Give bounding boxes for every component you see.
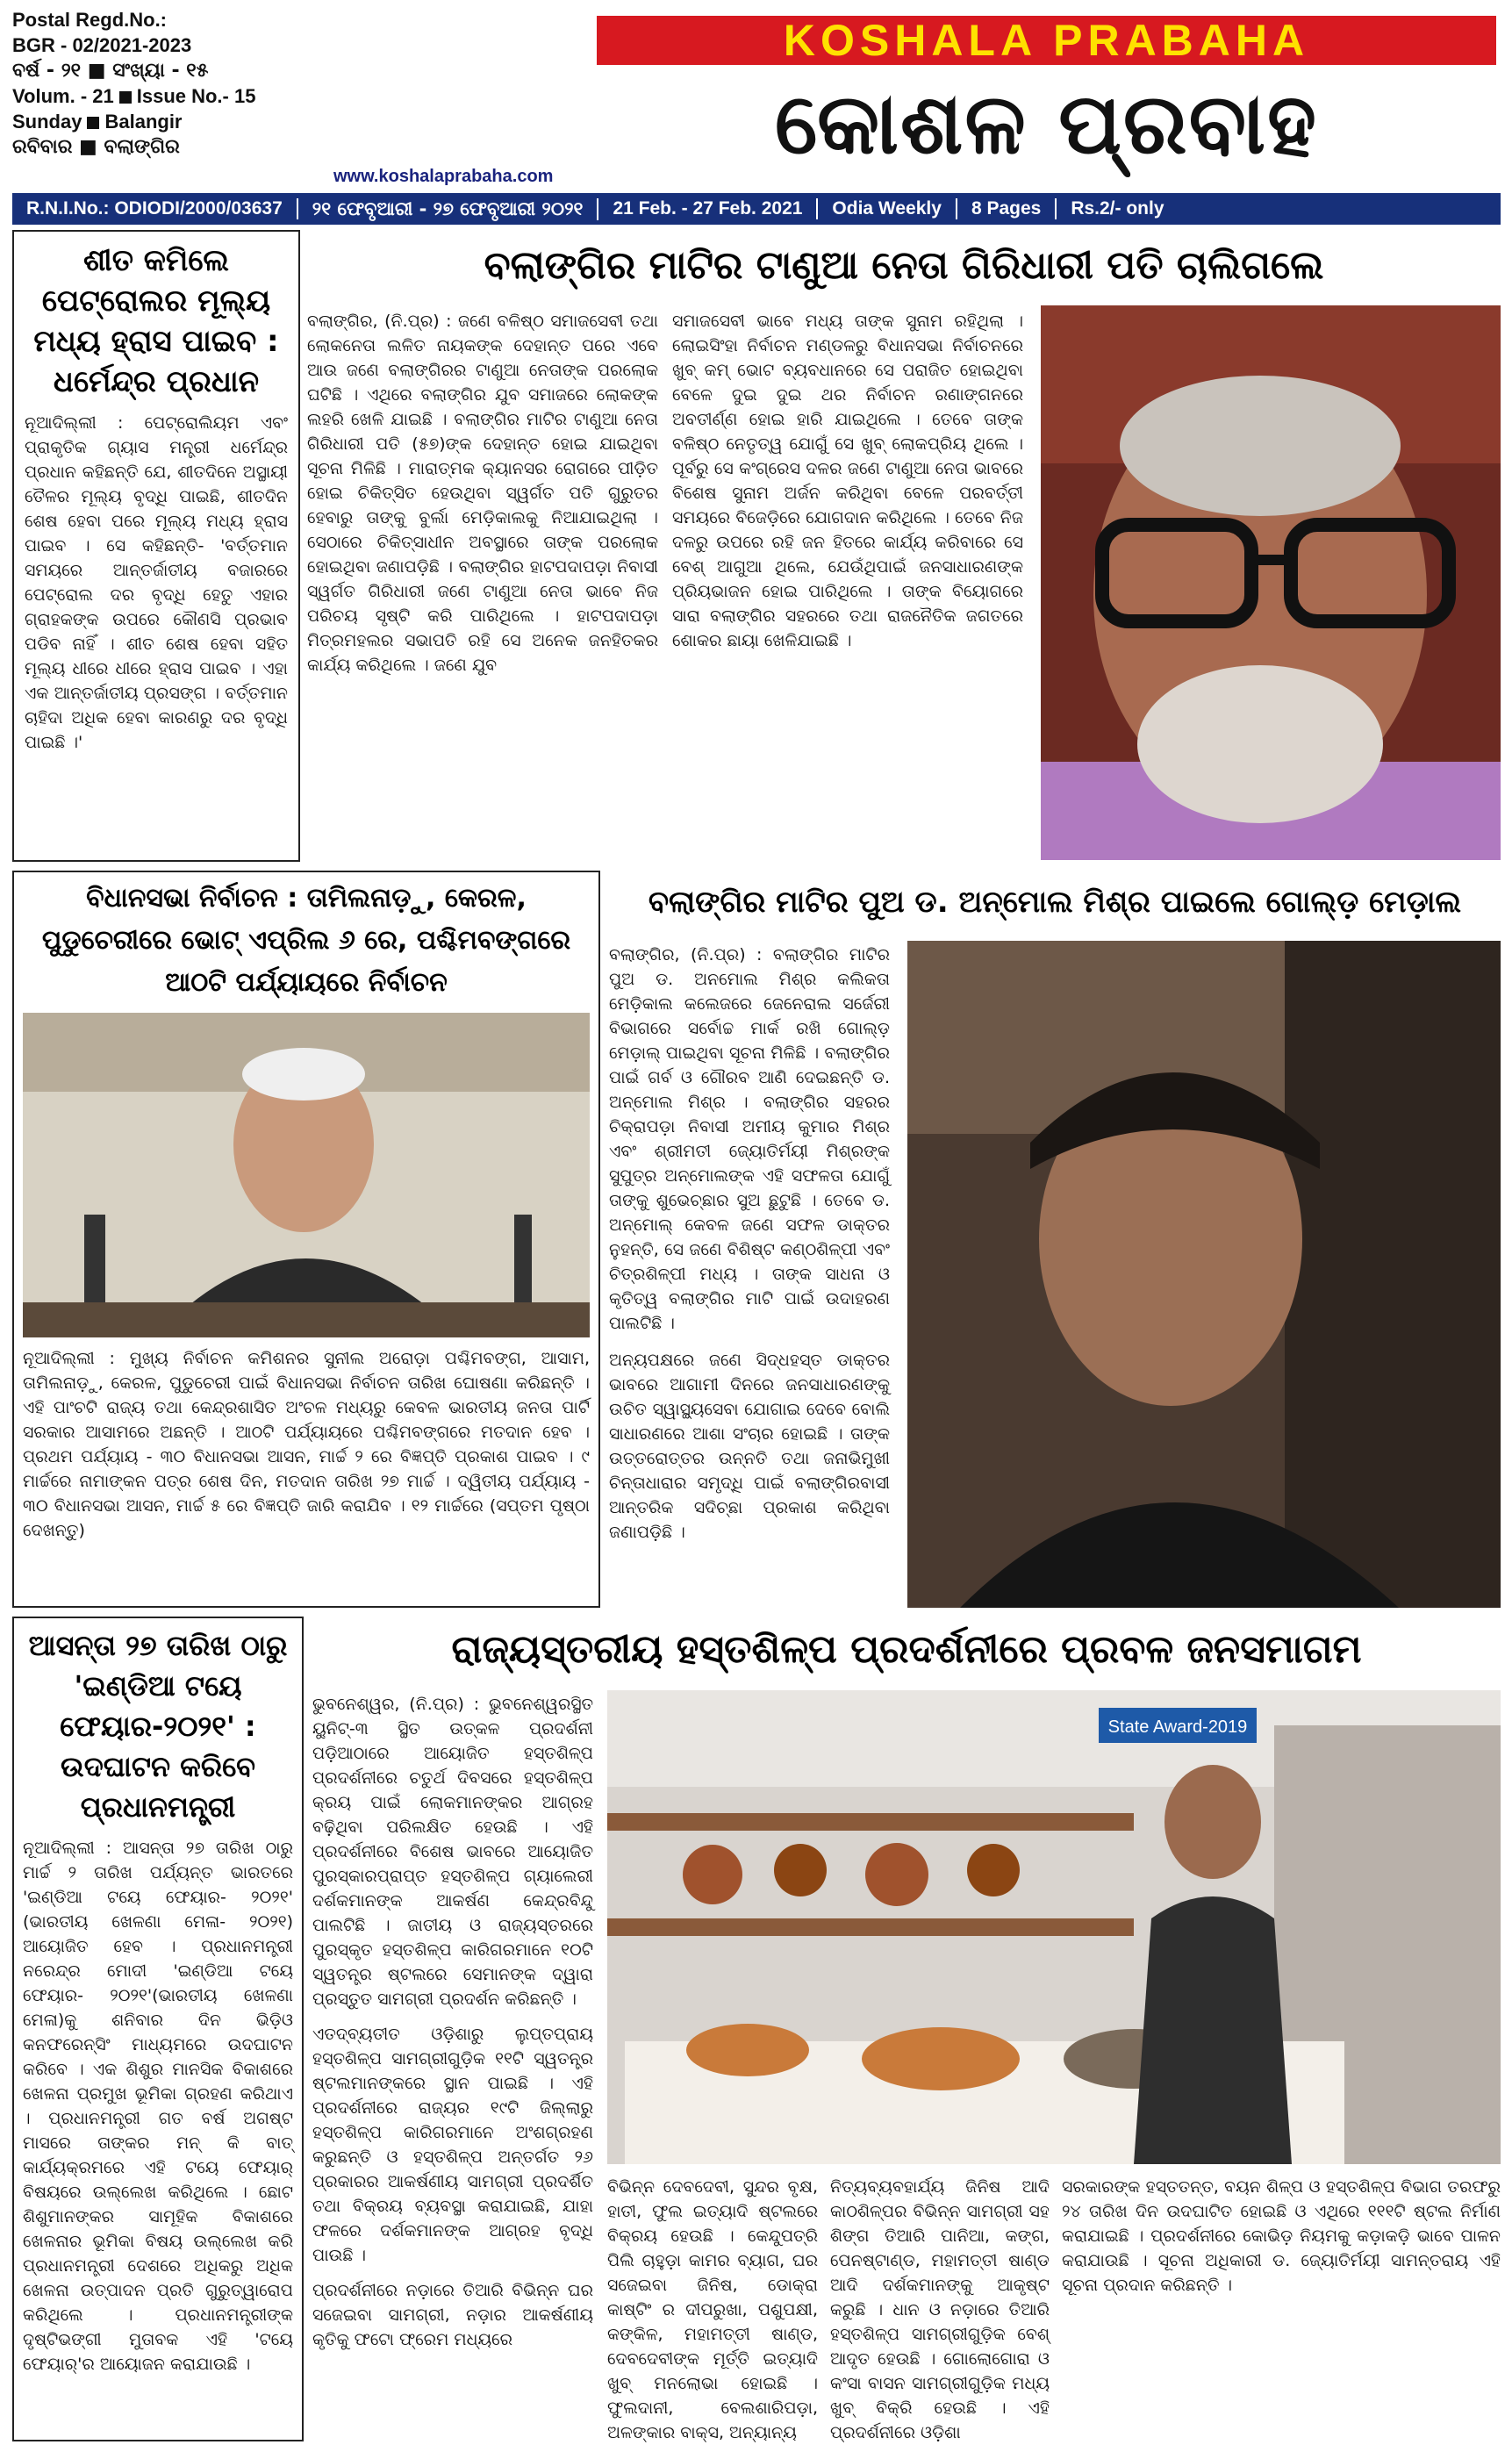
article-election <box>12 871 600 1608</box>
square-bullet-icon <box>119 91 132 104</box>
info-bar <box>12 193 1501 225</box>
masthead-info <box>12 7 302 160</box>
rni-number: R.N.I.No.: ODIODI/2000/03637 <box>12 198 298 219</box>
article-body-3: ପ୍ରଦର୍ଶନୀରେ ନଡ଼ାରେ ତିଆରି ବିଭିନ୍ନ ଘର ସଜେଇବା ସାମଗ୍ରୀ, ନଡ଼ାର ଆକର୍ଷଣୀୟ କୃତିକୁ ଫଟୋ ଫ୍ରେମ ମଧ୍ୟରେ <box>312 2281 593 2349</box>
article-body: ନୂଆଦିଲ୍ଲୀ : ମୁଖ୍ୟ ନିର୍ବାଚନ କମିଶନର ସୁନୀଲ ଅରୋଡ଼ା ପଶ୍ଚିମବଙ୍ଗ, ଆସାମ, ତାମିଲନାଡ଼ୁ, କେରଳ, ପୁଡୁଚେରୀ ପାଇଁ ବିଧାନସଭା ନିର୍ବାଚନ ତାରିଖ ଘୋଷଣା କରିଛନ୍ତି । ଏହି ପାଂଚଟି ରାଜ୍ୟ ତଥା କେନ୍ଦ୍ରଶାସିତ ଅଂଚଳ ମଧ୍ୟରୁ କେବଳ ଭାରତୀୟ ଜନତା ପାର୍ଟି ସରକାର ଆସାମରେ ଅଛନ୍ତି । ଆଠଟି ପର୍ଯ୍ୟାୟରେ ପଶ୍ଚିମବଙ୍ଗରେ ମତଦାନ ହେବ । ପ୍ରଥମ ପର୍ଯ୍ୟାୟ - ୩୦ ବିଧାନସଭା ଆସନ, ମାର୍ଚ୍ଚ ୨ ରେ ବିଜ୍ଞପ୍ତି ପ୍ରକାଶ ପାଇବ । ୯ ମାର୍ଚ୍ଚରେ ନାମାଙ୍କନ ପତ୍ର ଶେଷ ଦିନ, ମତଦାନ ତାରିଖ ୨୭ ମାର୍ଚ୍ଚ । ଦ୍ୱିତୀୟ ପର୍ଯ୍ୟାୟ - ୩୦ ବିଧାନସଭା ଆସନ, ମାର୍ଚ୍ଚ ୫ ରେ ବିଜ୍ଞପ୍ତି ଜାରି କରାଯିବ । ୧୨ ମାର୍ଚ୍ଚରେ (ସପ୍ତମ ପୃଷ୍ଠା ଦେଖନ୍ତୁ) <box>23 1349 590 1540</box>
day-place-odia: ରବିବାର ■ ବଲାଙ୍ଗିର <box>12 136 180 158</box>
article-body: ବଲାଙ୍ଗିର, (ନି.ପ୍ର) : ବଲାଙ୍ଗିର ମାଟିର ପୁଅ ଡ. ଅନମୋଲ ମିଶ୍ର କଲିକତା ମେଡ଼ିକାଲ କଲେଜରେ ଜେନେରାଲ ସର୍ଜେରୀ ବିଭାଗରେ ସର୍ବୋଚ୍ଚ ମାର୍କ ରଖି ଗୋଲ୍ଡ଼ ମେଡ଼ାଲ୍ ପାଇଥିବା ସୂଚନା ମିଳିଛି । ବଲାଙ୍ଗିର ପାଇଁ ଗର୍ବ ଓ ଗୌରବ ଆଣି ଦେଇଛନ୍ତି ଡ. ଅନ୍‌ମୋଲ ମିଶ୍ର । ବଲାଙ୍ଗିର ସହରର ଚିକ୍ରାପଡ଼ା ନିବାସୀ ଅମୀୟ କୁମାର ମିଶ୍ର ଏବଂ ଶ୍ରୀମତୀ ଜ୍ୟୋତିର୍ମୟୀ ମିଶ୍ରଙ୍କ ସୁପୁତ୍ର ଅନ୍‌ମୋଲଙ୍କ ଏହି ସଫଳତା ଯୋଗୁଁ ତାଙ୍କୁ ଶୁଭେଚ୍ଛାର ସୁଅ ଛୁଟୁଛି । ତେବେ ଡ. ଅନ୍‌ମୋଲ୍ କେବଳ ଜଣେ ସଫଳ ଡାକ୍ତର ନୁହନ୍ତି, ସେ ଜଣେ ବିଶିଷ୍ଟ କଣ୍ଠଶିଳ୍ପୀ ଏବଂ ଚିତ୍ରଶିଳ୍ପୀ ମଧ୍ୟ । ତାଙ୍କ ସାଧନା ଓ କୃତିତ୍ୱ ବଲାଙ୍ଗିର ମାଟି ପାଇଁ ଉଦାହରଣ ପାଲଟିଛି । <box>609 945 890 1333</box>
article-petrol <box>12 230 300 862</box>
giridhari-photo <box>1041 305 1501 860</box>
paper-type: Odia Weekly <box>818 198 957 219</box>
article-body: ଭୁବନେଶ୍ୱର, (ନି.ପ୍ର) : ଭୁବନେଶ୍ୱରସ୍ଥିତ ୟୁନିଟ୍-୩ ସ୍ଥିତ ଉତ୍କଳ ପ୍ରଦର୍ଶନୀ ପଡ଼ିଆଠାରେ ଆୟୋଜିତ ହସ୍ତଶିଳ୍ପ ପ୍ରଦର୍ଶନୀରେ ଚତୁର୍ଥ ଦିବସରେ ହସ୍ତଶିଳ୍ପ କ୍ରୟ ପାଇଁ ଲୋକମାନଙ୍କର ଆଗ୍ରହ ବଢ଼ିଥିବା ପରିଲକ୍ଷିତ ହେଉଛି । ଏହି ପ୍ରଦର୍ଶନୀରେ ବିଶେଷ ଭାବରେ ଆୟୋଜିତ ପୁରସ୍କାରପ୍ରାପ୍ତ ହସ୍ତଶିଳ୍ପ ଗ୍ୟାଲେରୀ ଦର୍ଶକମାନଙ୍କ ଆକର୍ଷଣ କେନ୍ଦ୍ରବିନ୍ଦୁ ପାଲଟିଛି । ଜାତୀୟ ଓ ରାଜ୍ୟସ୍ତରରେ ପୁରସ୍କୃତ ହସ୍ତଶିଳ୍ପ କାରିଗରମାନେ ୧୦ଟି ସ୍ୱତନ୍ତ୍ର ଷ୍ଟଲରେ ସେମାନଙ୍କ ଦ୍ୱାରା ପ୍ରସ୍ତୁତ ସାମଗ୍ରୀ ପ୍ରଦର୍ଶନ କରିଛନ୍ତି । <box>312 1695 593 2009</box>
article-body-2: ଏତଦ୍‌ବ୍ୟତୀତ ଓଡ଼ିଶାରୁ ଲୁପ୍ତପ୍ରାୟ ହସ୍ତଶିଳ୍ପ ସାମଗ୍ରୀଗୁଡ଼ିକ ୧୧ଟି ସ୍ୱତନ୍ତ୍ର ଷ୍ଟଲମାନଙ୍କରେ ସ୍ଥାନ ପାଇଛି । ଏହି ପ୍ରଦର୍ଶନୀରେ ରାଜ୍ୟର ୧୯ଟି ଜିଲ୍ଲାରୁ ହସ୍ତଶିଳ୍ପ କାରିଗରମାନେ ଅଂଶଗ୍ରହଣ କରୁଛନ୍ତି ଓ ହସ୍ତଶିଳ୍ପ ଅନ୍ତର୍ଗତ ୨୬ ପ୍ରକାରର ଆକର୍ଷଣୀୟ ସାମଗ୍ରୀ ପ୍ରଦର୍ଶିତ ତଥା ବିକ୍ରୟ ବ୍ୟବସ୍ଥା କରାଯାଇଛି, ଯାହା ଫଳରେ ଦର୍ଶକମାନଙ୍କ ଆଗ୍ରହ ବୃଦ୍ଧି ପାଉଛି । <box>312 2025 593 2265</box>
price: Rs.2/- only <box>1071 198 1164 219</box>
article-text-column <box>312 1692 593 2352</box>
article-toyfair <box>12 1617 304 2441</box>
article-body: ନୂଆଦିଲ୍ଲୀ : ଆସନ୍ତା ୨୭ ତାରିଖ ଠାରୁ ମାର୍ଚ୍ଚ ୨ ତାରିଖ ପର୍ଯ୍ୟନ୍ତ ଭାରତରେ 'ଇଣ୍ଡିଆ ଟୟେ ଫେୟାର- ୨୦୨୧' (ଭାରତୀୟ ଖେଳଣା ମେଳା- ୨୦୨୧) ଆୟୋଜିତ ହେବ । ପ୍ରଧାନମନ୍ତ୍ରୀ ନରେନ୍ଦ୍ର ମୋଦୀ 'ଇଣ୍ଡିଆ ଟୟେ ଫେୟାର- ୨୦୨୧'(ଭାରତୀୟ ଖେଳଣା ମେଳା)କୁ ଶନିବାର ଦିନ ଭିଡ଼ିଓ କନଫରେନ୍ସିଂ ମାଧ୍ୟମରେ ଉଦଘାଟନ କରିବେ । ଏକ ଶିଶୁର ମାନସିକ ବିକାଶରେ ଖେଳନା ପ୍ରମୁଖ ଭୂମିକା ଗ୍ରହଣ କରିଥାଏ । ପ୍ରଧାନମନ୍ତ୍ରୀ ଗତ ବର୍ଷ ଅଗଷ୍ଟ ମାସରେ ତାଙ୍କର ମନ୍ କି ବାତ୍ କାର୍ଯ୍ୟକ୍ରମରେ ଏହି ଟୟେ ଫେୟାର୍ ବିଷୟରେ ଉଲ୍ଲେଖ କରିଥିଲେ । ଛୋଟ ଶିଶୁମାନଙ୍କର ସାମୂହିକ ବିକାଶରେ ଖେଳନାର ଭୂମିକା ବିଷୟ ଉଲ୍ଲେଖ କରି ପ୍ରଧାନମନ୍ତ୍ରୀ ଦେଶରେ ଅଧିକରୁ ଅଧିକ ଖେଳନା ଉତ୍ପାଦନ ପ୍ରତି ଗୁରୁତ୍ୱାରୋପ କରିଥିଲେ । ପ୍ରଧାନମନ୍ତ୍ରୀଙ୍କ ଦୃଷ୍ଟିଭଙ୍ଗୀ ମୁତାବକ ଏହି 'ଟୟେ ଫେୟାର୍'ର ଆୟୋଜନ କରାଯାଉଛି । <box>23 1839 293 2374</box>
article-body: ନୂଆଦିଲ୍ଲୀ : ପେଟ୍ରୋଲିୟମ ଏବଂ ପ୍ରାକୃତିକ ଗ୍ୟାସ ମନ୍ତ୍ରୀ ଧର୍ମେନ୍ଦ୍ର ପ୍ରଧାନ କହିଛନ୍ତି ଯେ, ଶୀତଦିନେ ଅସ୍ଥାୟୀ ତୈଳର ମୂଲ୍ୟ ବୃଦ୍ଧି ପାଇଛି, ଶୀତଦିନ ଶେଷ ହେବା ପରେ ମୂଲ୍ୟ ମଧ୍ୟ ହ୍ରାସ ପାଇବ । ସେ କହିଛନ୍ତି- 'ବର୍ତ୍ତମାନ ସମୟରେ ଆନ୍ତର୍ଜାତୀୟ ବଜାରରେ ପେଟ୍ରୋଲ ଦର ବୃଦ୍ଧି ହେତୁ ଏହାର ଗ୍ରାହକଙ୍କ ଉପରେ କୌଣସି ପ୍ରଭାବ ପଡିବ ନାହିଁ । ଶୀତ ଶେଷ ହେବା ସହିତ ମୂଲ୍ୟ ଧୀରେ ଧୀରେ ହ୍ରାସ ପାଇବ । ଏହା ଏକ ଆନ୍ତର୍ଜାତୀୟ ପ୍ରସଙ୍ଗ । ବର୍ତ୍ତମାନ ଚାହିଦା ଅଧିକ ହେବା କାରଣରୁ ଦର ବୃଦ୍ଧି ପାଇଛି ।' <box>25 413 288 752</box>
exhibition-banner-text: State Award-2019 <box>1107 1717 1248 1737</box>
brand-name-english: KOSHALA PRABAHA <box>597 16 1496 65</box>
article-headline: ବଲାଙ୍ଗିର ମାଟିର ଟାଣୁଆ ନେତା ଗିରିଧାରୀ ପତି ଚାଲିଗଲେ <box>484 243 1324 288</box>
date-odia: ୨୧ ଫେବୃଆରୀ - ୨୭ ଫେବୃଆରୀ ୨୦୨୧ <box>298 198 599 220</box>
article-giridhari <box>307 230 1501 862</box>
article-body-2: ଅନ୍ୟପକ୍ଷରେ ଜଣେ ସିଦ୍ଧହସ୍ତ ଡାକ୍ତର ଭାବରେ ଆଗାମୀ ଦିନରେ ଜନସାଧାରଣଙ୍କୁ ଉଚିତ ସ୍ୱାସ୍ଥ୍ୟସେବା ଯୋଗାଇ ଦେବେ ବୋଲି ସାଧାରଣରେ ଆଶା ସଂଚାର ହୋଇଛି । ତାଙ୍କ ଉତ୍ତରୋତ୍ତର ଉନ୍ନତି ତଥା ଜନାଭିମୁଖୀ ଚିନ୍ତାଧାରାର ସମୃଦ୍ଧି ପାଇଁ ବଲାଙ୍ଗିରବାସୀ ଆନ୍ତରିକ ସଦିଚ୍ଛା ପ୍ରକାଶ କରିଥିବା ଜଣାପଡ଼ିଛି । <box>609 1351 890 1542</box>
article-body-col3: ନିତ୍ୟବ୍ୟବହାର୍ଯ୍ୟ ଜିନିଷ ଆଦି କାଠଶିଳ୍ପର ବିଭିନ୍ନ ସାମଗ୍ରୀ ସହ ଶିଙ୍ଗ ତିଆରି ପାନିଆ, କଙ୍ଗ, ପେନଷ୍ଟାଣ୍ଡ, ମହାମତ୍ତୀ ଷାଣ୍ଡ ଆଦି ଦର୍ଶକମାନଙ୍କୁ ଆକୃଷ୍ଟ କରୁଛି । ଧାନ ଓ ନଡ଼ାରେ ତିଆରି ହସ୍ତଶିଳ୍ପ ସାମଗ୍ରୀଗୁଡ଼ିକ ବେଶ୍ ଆଦୃତ ହେଉଛି । ଗୋଲୋଗୋରା ଓ କଂସା ବାସନ ସାମଗ୍ରୀଗୁଡ଼ିକ ମଧ୍ୟ ଖୁବ୍ ବିକ୍ରି ହେଉଛି । ଏହି ପ୍ରଦର୍ଶନୀରେ ଓଡ଼ିଶା <box>830 2177 1050 2442</box>
date-english: 21 Feb. - 27 Feb. 2021 <box>598 198 818 219</box>
bgr-number: BGR - 02/2021-2023 <box>12 34 192 56</box>
commissioner-photo <box>23 1013 590 1337</box>
square-bullet-icon <box>87 117 99 129</box>
article-headline: ଶୀତ କମିଲେ ପେଟ୍ରୋଲର ମୂଲ୍ୟ ମଧ୍ୟ ହ୍ରାସ ପାଇବ : ଧର୍ମେନ୍ଦ୍ର ପ୍ରଧାନ <box>33 243 279 399</box>
volume-issue <box>12 83 302 109</box>
article-headline: ବଲାଙ୍ଗିର ମାଟିର ପୁଅ ଡ. ଅନ୍‌ମୋଲ ମିଶ୍ର ପାଇଲେ ଗୋଲ୍ଡ଼ ମେଡ଼ାଲ <box>648 885 1462 920</box>
postal-regd: Postal Regd.No.: <box>12 9 168 31</box>
brand-name-odia: କୋଶଳ ପ୍ରବାହ <box>775 75 1318 173</box>
year-issue-odia: ବର୍ଷ - ୨୧ ■ ସଂଖ୍ୟା - ୧୫ <box>12 60 209 82</box>
website-link[interactable]: www.koshalaprabaha.com <box>333 167 554 186</box>
article-headline: ଆସନ୍ତା ୨୭ ତାରିଖ ଠାରୁ 'ଇଣ୍ଡିଆ ଟୟେ ଫେୟାର-୨୦୨୧' : ଉଦଘାଟନ କରିବେ ପ୍ରଧାନମନ୍ତ୍ରୀ <box>28 1629 288 1824</box>
article-body-col2: ବିଭିନ୍ନ ଦେବଦେବୀ, ସୁନ୍ଦର ବୃକ୍ଷ, ହାତୀ, ଫୁଲ ଇତ୍ୟାଦି ଷ୍ଟଲରେ ବିକ୍ରୟ ହେଉଛି । କେନ୍ଦୁପତ୍ରି ପିଲି ଚାହୁଡ଼ା କାମର ବ୍ୟାଗ, ଘର ସଜେଇବା ଜିନିଷ, ଡୋକ୍ରା କାଷ୍ଟିଂ ର ଦୀପରୁଖା, ପଶୁପକ୍ଷୀ, କଙ୍କିଳ, ମହାମତ୍ତୀ ଷାଣ୍ଡ, ଦେବଦେବୀଙ୍କ ମୂର୍ତ୍ତି ଇତ୍ୟାଦି ଖୁବ୍ ମନଲୋଭା ହୋଇଛି । ଫୁଲଦାନୀ, ବେଲଶାରିପଡ଼ା, ଅଳଙ୍କାର ବାକ୍ସ, ଅନ୍ୟାନ୍ୟ <box>607 2177 818 2442</box>
article-text-column <box>609 943 890 1545</box>
article-anmol <box>609 871 1501 1608</box>
volume: Volum. - 21 <box>12 85 114 107</box>
issue-number: Issue No.- 15 <box>136 85 256 107</box>
article-headline: ବିଧାନସଭା ନିର୍ବାଚନ : ତାମିଲନାଡ଼ୁ, କେରଳ, ପୁଡୁଚେରୀରେ ଭୋଟ୍ ଏପ୍ରିଲ ୬ ରେ, ପଶ୍ଚିମବଙ୍ଗରେ ଆଠଟି ପର୍ଯ୍ୟାୟରେ ନିର୍ବାଚନ <box>41 883 571 998</box>
day: Sunday <box>12 111 82 133</box>
handicraft-exhibition-photo <box>607 1690 1501 2164</box>
place: Balangir <box>104 111 183 133</box>
article-body-col4: ସରକାରଙ୍କ ହସ୍ତତନ୍ତ, ବୟନ ଶିଳ୍ପ ଓ ହସ୍ତଶିଳ୍ପ ବିଭାଗ ତରଫରୁ ୨୪ ତାରିଖ ଦିନ ଉଦଘାଟିତ ହୋଇଛି ଓ ଏଥିରେ ୧୧୧ଟି ଷ୍ଟଲ ନିର୍ମାଣ କରାଯାଇଛି । ପ୍ରଦର୍ଶନୀରେ କୋଭିଡ଼ ନିୟମକୁ କଡ଼ାକଡ଼ି ଭାବେ ପାଳନ କରାଯାଉଛି । ସୂଚନା ଅଧିକାରୀ ଡ. ଜ୍ୟୋତିର୍ମୟୀ ସାମନ୍ତରାୟ ଏହି ସୂଚନା ପ୍ରଦାନ କରିଛନ୍ତି । <box>1062 2177 1501 2295</box>
article-body-col2: ସମାଜସେବୀ ଭାବେ ମଧ୍ୟ ତାଙ୍କ ସୁନାମ ରହିଥିଲା । ଲୋଇସିଂହା ନିର୍ବାଚନ ମଣ୍ଡଳରୁ ବିଧାନସଭା ନିର୍ବାଚନରେ ଖୁବ୍ କମ୍ ଭୋଟ ବ୍ୟବଧାନରେ ସେ ପରାଜିତ ହୋଇଥିବା ବେଳେ ଦୁଇ ଦୁଇ ଥର ନିର୍ବାଚନ ରଣାଙ୍ଗନରେ ଅବତୀର୍ଣ୍ଣ ହୋଇ ହାରି ଯାଇଥିଲେ । ତେବେ ତାଙ୍କ ବଳିଷ୍ଠ ନେତୃତ୍ୱ ଯୋଗୁଁ ସେ ଖୁବ୍ ଲୋକପ୍ରିୟ ଥିଲେ । ପୂର୍ବରୁ ସେ କଂଗ୍ରେସ ଦଳର ଜଣେ ଟାଣୁଆ ନେତା ଭାବରେ ବିଶେଷ ସୁନାମ ଅର୍ଜନ କରିଥିବା ବେଳେ ପରବର୍ତ୍ତୀ ସମୟରେ ବିଜେଡ଼ିରେ ଯୋଗଦାନ କରିଥିଲେ । ତେବେ ନିଜ ଦଳରୁ ଉପରେ ରହି ଜନ ହିତରେ କାର୍ଯ୍ୟ କରିବାରେ ସେ ବେଶ୍ ଆଗୁଆ ଥିଲେ, ଯେଉଁଥିପାଇଁ ଜନସାଧାରଣଙ୍କ ପ୍ରିୟଭାଜନ ହୋଇ ପାରିଥିଲେ । ତାଙ୍କ ବିୟୋଗରେ ସାରା ବଲାଙ୍ଗିର ସହରରେ ତଥା ରାଜନୈତିକ ଜଗତରେ ଶୋକର ଛାୟା ଖେଳିଯାଇଛି । <box>672 312 1023 650</box>
day-place <box>12 109 302 134</box>
page-count: 8 Pages <box>957 198 1057 219</box>
article-headline: ରାଜ୍ୟସ୍ତରୀୟ ହସ୍ତଶିଳ୍ପ ପ୍ରଦର୍ଶନୀରେ ପ୍ରବଳ ଜନସମାଗମ <box>451 1627 1362 1672</box>
article-body-col1: ବଲାଙ୍ଗିର, (ନି.ପ୍ର) : ଜଣେ ବଳିଷ୍ଠ ସମାଜସେବୀ ତଥା ଲୋକନେତା ଲଳିତ ନାୟକଙ୍କ ଦେହାନ୍ତ ପରେ ଏବେ ଆଉ ଜଣେ ବଲାଙ୍ଗିରର ଟାଣୁଆ ନେତାଙ୍କ ପରଲୋକ ଘଟିଛି । ଏଥିରେ ବଲାଙ୍ଗିର ଯୁବ ସମାଜରେ ଲୋକଙ୍କ ଲହରି ଖେଳି ଯାଇଛି । ବଲାଙ୍ଗିର ମାଟିର ଟାଣୁଆ ନେତା ଗିରିଧାରୀ ପତି (୫୭)ଙ୍କ ଦେହାନ୍ତ ହୋଇ ଯାଇଥିବା ସୂଚନା ମିଳିଛି । ମାରାତ୍ମକ କ୍ୟାନସର ରୋଗରେ ପୀଡ଼ିତ ହୋଇ ଚିକିତ୍ସିତ ହେଉଥିବା ସ୍ୱର୍ଗତ ପତି ଗୁରୁତର ହେବାରୁ ତାଙ୍କୁ ବୁର୍ଲା ମେଡ଼ିକାଲକୁ ନିଆଯାଇଥିଲା । ସେଠାରେ ଚିକିତ୍ସାଧୀନ ଅବସ୍ଥାରେ ତାଙ୍କ ପରଲୋକ ହୋଇଥିବା ଜଣାପଡ଼ିଛି । ବଲାଙ୍ଗିର ହାଟପଦାପଡ଼ା ନିବାସୀ ସ୍ୱର୍ଗତ ଗିରିଧାରୀ ଜଣେ ଟାଣୁଆ ନେତା ଭାବେ ନିଜ ପରିଚୟ ସୃଷ୍ଟି କରି ପାରିଥିଲେ । ହାଟପଦାପଡ଼ା ମିତ୍ରମହଲର ସଭାପତି ରହି ସେ ଅନେକ ଜନହିତକର କାର୍ଯ୍ୟ କରିଥିଲେ । ଜଣେ ଯୁବ <box>307 312 658 675</box>
anmol-photo <box>907 941 1501 1608</box>
article-handicraft <box>312 1617 1501 2441</box>
